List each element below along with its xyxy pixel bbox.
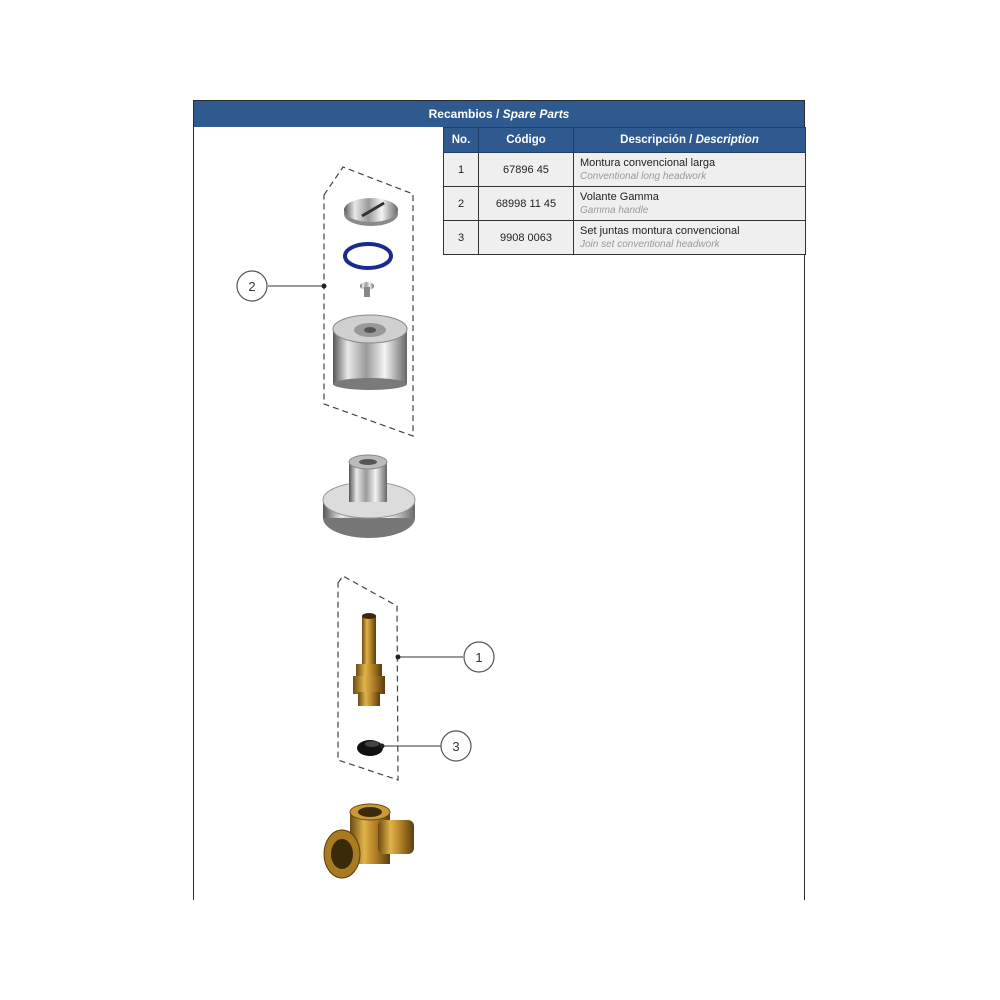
banner-title-en: Spare Parts bbox=[502, 107, 570, 121]
row-desc-es: Montura convencional larga bbox=[580, 156, 716, 169]
o-ring bbox=[345, 244, 391, 268]
row-code: 68998 11 45 bbox=[479, 187, 574, 221]
banner-title-es: Recambios / bbox=[428, 107, 503, 121]
callout-1-label: 1 bbox=[475, 650, 483, 665]
row-desc-en: Conventional long headwork bbox=[580, 170, 707, 182]
callout-2-label: 2 bbox=[248, 279, 256, 294]
row-code: 9908 0063 bbox=[479, 221, 574, 255]
headwork-cartridge bbox=[353, 613, 385, 706]
callout-1-dot bbox=[396, 655, 401, 660]
gamma-handle bbox=[333, 315, 407, 390]
row-desc-es: Set juntas montura convencional bbox=[580, 224, 740, 237]
screw bbox=[360, 282, 374, 297]
row-no: 3 bbox=[444, 221, 479, 255]
callout-3-label: 3 bbox=[452, 739, 460, 754]
row-desc-en: Join set conventional headwork bbox=[580, 238, 720, 250]
flange bbox=[323, 455, 415, 538]
col-code: Código bbox=[479, 128, 574, 153]
handle-cap bbox=[344, 198, 398, 226]
row-desc-es: Volante Gamma bbox=[580, 190, 659, 203]
col-desc-en: Description bbox=[695, 134, 759, 146]
valve-body bbox=[324, 804, 414, 878]
row-desc-en: Gamma handle bbox=[580, 204, 649, 216]
row-code: 67896 45 bbox=[479, 153, 574, 187]
washer bbox=[357, 740, 383, 756]
row-no: 1 bbox=[444, 153, 479, 187]
col-no: No. bbox=[444, 128, 479, 153]
row-no: 2 bbox=[444, 187, 479, 221]
callout-3-dot bbox=[380, 744, 385, 749]
callout-2-dot bbox=[322, 284, 327, 289]
col-desc-es: Descripción / bbox=[620, 134, 696, 146]
